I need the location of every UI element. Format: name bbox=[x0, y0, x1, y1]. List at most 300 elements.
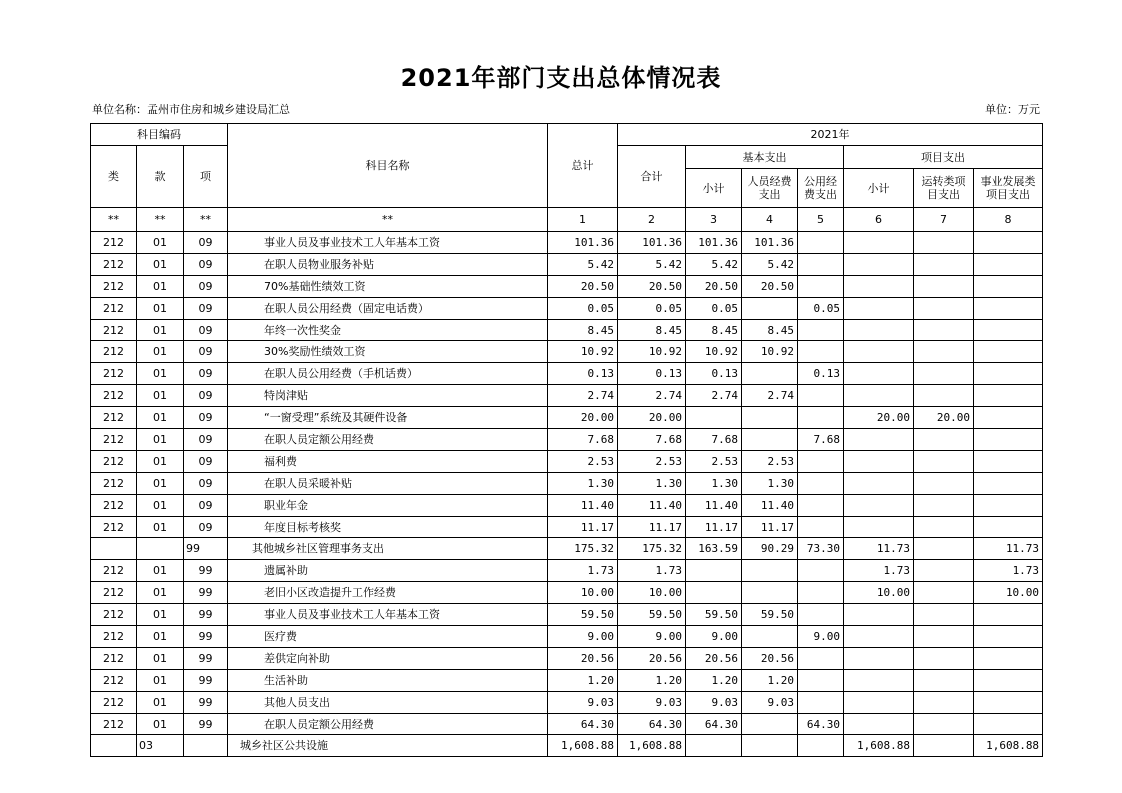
cell-amount bbox=[914, 429, 974, 451]
cell-amount bbox=[798, 450, 844, 472]
cell-lei: 212 bbox=[91, 385, 137, 407]
table-row bbox=[91, 407, 1043, 429]
cell-amount bbox=[742, 582, 798, 604]
cell-amount: 1.30 bbox=[742, 472, 798, 494]
cell-xiang: 99 bbox=[184, 604, 228, 626]
header-lei: 类 bbox=[91, 146, 137, 208]
index-cell: 6 bbox=[844, 208, 914, 232]
cell-subject-name: 70%基础性绩效工资 bbox=[228, 275, 548, 297]
cell-lei: 212 bbox=[91, 341, 137, 363]
cell-amount: 64.30 bbox=[798, 713, 844, 735]
cell-xiang: 09 bbox=[184, 407, 228, 429]
cell-amount bbox=[686, 735, 742, 757]
cell-amount bbox=[974, 713, 1043, 735]
cell-amount bbox=[914, 253, 974, 275]
table-row bbox=[91, 560, 1043, 582]
table-row bbox=[91, 472, 1043, 494]
cell-amount bbox=[914, 516, 974, 538]
cell-lei: 212 bbox=[91, 604, 137, 626]
cell-amount bbox=[974, 516, 1043, 538]
cell-amount: 1.73 bbox=[618, 560, 686, 582]
cell-amount: 10.92 bbox=[686, 341, 742, 363]
cell-amount bbox=[742, 363, 798, 385]
cell-amount: 9.00 bbox=[548, 626, 618, 648]
cell-amount: 9.03 bbox=[548, 691, 618, 713]
cell-kuan: 01 bbox=[137, 472, 184, 494]
cell-kuan: 01 bbox=[137, 647, 184, 669]
cell-xiang: 09 bbox=[184, 472, 228, 494]
cell-amount: 1.20 bbox=[548, 669, 618, 691]
cell-subject-name: 年度目标考核奖 bbox=[228, 516, 548, 538]
cell-xiang: 09 bbox=[184, 363, 228, 385]
cell-subject-name: 职业年金 bbox=[228, 494, 548, 516]
cell-amount: 1.73 bbox=[548, 560, 618, 582]
cell-amount: 1,608.88 bbox=[548, 735, 618, 757]
cell-xiang: 99 bbox=[184, 538, 228, 560]
cell-amount: 20.50 bbox=[618, 275, 686, 297]
cell-subject-name: 30%奖励性绩效工资 bbox=[228, 341, 548, 363]
cell-subject-name: “一窗受理”系统及其硬件设备 bbox=[228, 407, 548, 429]
cell-amount bbox=[914, 494, 974, 516]
cell-amount bbox=[914, 582, 974, 604]
cell-amount bbox=[844, 275, 914, 297]
cell-subject-name: 遗属补助 bbox=[228, 560, 548, 582]
index-cell: 8 bbox=[974, 208, 1043, 232]
cell-amount bbox=[974, 647, 1043, 669]
cell-amount bbox=[844, 604, 914, 626]
cell-amount bbox=[914, 319, 974, 341]
cell-amount bbox=[798, 385, 844, 407]
table-row bbox=[91, 450, 1043, 472]
cell-amount: 1.73 bbox=[974, 560, 1043, 582]
cell-amount: 10.00 bbox=[844, 582, 914, 604]
cell-amount bbox=[914, 604, 974, 626]
cell-kuan: 01 bbox=[137, 494, 184, 516]
cell-amount bbox=[844, 385, 914, 407]
cell-amount bbox=[798, 735, 844, 757]
cell-amount: 1.73 bbox=[844, 560, 914, 582]
cell-kuan: 01 bbox=[137, 363, 184, 385]
cell-amount: 2.53 bbox=[686, 450, 742, 472]
cell-amount: 8.45 bbox=[742, 319, 798, 341]
table-row bbox=[91, 669, 1043, 691]
cell-amount: 1.20 bbox=[618, 669, 686, 691]
cell-amount bbox=[914, 385, 974, 407]
cell-amount: 73.30 bbox=[798, 538, 844, 560]
cell-amount: 9.03 bbox=[618, 691, 686, 713]
table-row bbox=[91, 385, 1043, 407]
cell-amount bbox=[914, 341, 974, 363]
table-row bbox=[91, 735, 1043, 757]
cell-amount bbox=[798, 232, 844, 254]
cell-amount bbox=[974, 472, 1043, 494]
cell-amount: 59.50 bbox=[548, 604, 618, 626]
cell-amount: 64.30 bbox=[618, 713, 686, 735]
cell-amount: 0.05 bbox=[686, 297, 742, 319]
cell-amount bbox=[914, 669, 974, 691]
index-cell: ** bbox=[184, 208, 228, 232]
cell-subject-name: 差供定向补助 bbox=[228, 647, 548, 669]
cell-amount: 7.68 bbox=[798, 429, 844, 451]
cell-xiang: 99 bbox=[184, 582, 228, 604]
cell-xiang: 09 bbox=[184, 429, 228, 451]
table-row bbox=[91, 604, 1043, 626]
cell-amount: 0.13 bbox=[548, 363, 618, 385]
cell-xiang: 99 bbox=[184, 669, 228, 691]
cell-amount bbox=[974, 232, 1043, 254]
cell-xiang: 09 bbox=[184, 385, 228, 407]
cell-subject-name: 其他城乡社区管理事务支出 bbox=[228, 538, 548, 560]
cell-amount: 11.17 bbox=[618, 516, 686, 538]
cell-amount: 10.00 bbox=[618, 582, 686, 604]
cell-kuan: 01 bbox=[137, 626, 184, 648]
cell-amount: 7.68 bbox=[548, 429, 618, 451]
index-cell: 7 bbox=[914, 208, 974, 232]
index-cell: 5 bbox=[798, 208, 844, 232]
table-row bbox=[91, 691, 1043, 713]
table-row bbox=[91, 647, 1043, 669]
cell-subject-name: 在职人员物业服务补贴 bbox=[228, 253, 548, 275]
cell-xiang: 09 bbox=[184, 450, 228, 472]
cell-xiang: 99 bbox=[184, 647, 228, 669]
header-kuan: 款 bbox=[137, 146, 184, 208]
header-subject-name: 科目名称 bbox=[228, 124, 548, 208]
cell-amount bbox=[914, 538, 974, 560]
cell-amount bbox=[742, 560, 798, 582]
header-personnel: 人员经费支出 bbox=[742, 169, 798, 208]
index-row bbox=[91, 208, 1043, 232]
cell-amount bbox=[844, 494, 914, 516]
index-cell: 2 bbox=[618, 208, 686, 232]
cell-amount: 0.13 bbox=[686, 363, 742, 385]
page-title: 2021年部门支出总体情况表 bbox=[400, 64, 722, 92]
cell-lei: 212 bbox=[91, 713, 137, 735]
cell-lei: 212 bbox=[91, 319, 137, 341]
cell-amount bbox=[914, 626, 974, 648]
cell-amount bbox=[798, 275, 844, 297]
cell-subject-name: 城乡社区公共设施 bbox=[228, 735, 548, 757]
table-row bbox=[91, 582, 1043, 604]
cell-kuan: 01 bbox=[137, 691, 184, 713]
cell-amount: 8.45 bbox=[618, 319, 686, 341]
cell-amount: 11.73 bbox=[844, 538, 914, 560]
cell-amount bbox=[974, 450, 1043, 472]
header-project-subtotal: 小计 bbox=[844, 169, 914, 208]
cell-kuan: 01 bbox=[137, 713, 184, 735]
cell-amount bbox=[844, 319, 914, 341]
cell-amount: 10.00 bbox=[974, 582, 1043, 604]
cell-amount bbox=[914, 472, 974, 494]
table-row bbox=[91, 232, 1043, 254]
cell-amount: 11.17 bbox=[742, 516, 798, 538]
cell-lei bbox=[91, 735, 137, 757]
index-cell: 4 bbox=[742, 208, 798, 232]
cell-xiang: 09 bbox=[184, 319, 228, 341]
expenditure-table bbox=[90, 123, 1043, 757]
header-basic-subtotal: 小计 bbox=[686, 169, 742, 208]
table-row bbox=[91, 253, 1043, 275]
cell-amount bbox=[974, 253, 1043, 275]
cell-amount: 101.36 bbox=[742, 232, 798, 254]
cell-kuan: 01 bbox=[137, 253, 184, 275]
cell-amount: 163.59 bbox=[686, 538, 742, 560]
cell-kuan: 01 bbox=[137, 385, 184, 407]
cell-amount bbox=[914, 232, 974, 254]
header-subject-code: 科目编码 bbox=[91, 124, 228, 146]
cell-amount: 0.05 bbox=[548, 297, 618, 319]
cell-amount bbox=[844, 450, 914, 472]
cell-lei: 212 bbox=[91, 275, 137, 297]
cell-kuan: 01 bbox=[137, 407, 184, 429]
cell-xiang: 09 bbox=[184, 341, 228, 363]
cell-amount: 175.32 bbox=[618, 538, 686, 560]
table-row bbox=[91, 429, 1043, 451]
cell-kuan: 01 bbox=[137, 604, 184, 626]
cell-amount: 9.00 bbox=[618, 626, 686, 648]
cell-lei: 212 bbox=[91, 626, 137, 648]
cell-kuan: 01 bbox=[137, 560, 184, 582]
cell-amount: 9.03 bbox=[742, 691, 798, 713]
cell-subject-name: 在职人员定额公用经费 bbox=[228, 429, 548, 451]
cell-amount bbox=[844, 691, 914, 713]
cell-lei bbox=[91, 538, 137, 560]
cell-subject-name: 特岗津贴 bbox=[228, 385, 548, 407]
cell-subject-name: 事业人员及事业技术工人年基本工资 bbox=[228, 604, 548, 626]
cell-amount: 2.74 bbox=[618, 385, 686, 407]
cell-amount bbox=[798, 253, 844, 275]
table-row bbox=[91, 275, 1043, 297]
table-row bbox=[91, 713, 1043, 735]
cell-amount bbox=[742, 297, 798, 319]
cell-amount bbox=[844, 297, 914, 319]
cell-kuan bbox=[137, 538, 184, 560]
cell-subject-name: 生活补助 bbox=[228, 669, 548, 691]
cell-xiang: 09 bbox=[184, 275, 228, 297]
cell-amount bbox=[798, 407, 844, 429]
cell-amount bbox=[914, 560, 974, 582]
cell-amount bbox=[914, 450, 974, 472]
cell-amount: 0.05 bbox=[798, 297, 844, 319]
header-public: 公用经费支出 bbox=[798, 169, 844, 208]
cell-lei: 212 bbox=[91, 516, 137, 538]
cell-xiang bbox=[184, 735, 228, 757]
cell-amount bbox=[798, 516, 844, 538]
cell-amount bbox=[686, 407, 742, 429]
cell-amount: 20.56 bbox=[686, 647, 742, 669]
cell-subject-name: 在职人员公用经费（手机话费） bbox=[228, 363, 548, 385]
cell-amount: 9.00 bbox=[798, 626, 844, 648]
table-row bbox=[91, 363, 1043, 385]
cell-lei: 212 bbox=[91, 297, 137, 319]
cell-amount: 9.00 bbox=[686, 626, 742, 648]
cell-amount: 20.50 bbox=[742, 275, 798, 297]
cell-amount: 1.20 bbox=[742, 669, 798, 691]
header-total: 总计 bbox=[548, 124, 618, 208]
cell-amount: 90.29 bbox=[742, 538, 798, 560]
cell-amount: 1.30 bbox=[618, 472, 686, 494]
cell-subject-name: 事业人员及事业技术工人年基本工资 bbox=[228, 232, 548, 254]
cell-amount bbox=[974, 429, 1043, 451]
table-row bbox=[91, 341, 1043, 363]
cell-amount bbox=[742, 713, 798, 735]
cell-amount: 8.45 bbox=[548, 319, 618, 341]
header-transfer: 运转类项目支出 bbox=[914, 169, 974, 208]
cell-amount bbox=[686, 582, 742, 604]
cell-amount bbox=[914, 363, 974, 385]
cell-amount: 1.20 bbox=[686, 669, 742, 691]
cell-amount: 59.50 bbox=[618, 604, 686, 626]
cell-amount bbox=[844, 626, 914, 648]
cell-lei: 212 bbox=[91, 363, 137, 385]
cell-kuan: 01 bbox=[137, 232, 184, 254]
cell-subject-name: 年终一次性奖金 bbox=[228, 319, 548, 341]
cell-amount bbox=[914, 735, 974, 757]
cell-amount: 11.40 bbox=[618, 494, 686, 516]
cell-amount: 1,608.88 bbox=[618, 735, 686, 757]
cell-amount: 20.50 bbox=[686, 275, 742, 297]
cell-lei: 212 bbox=[91, 560, 137, 582]
cell-subject-name: 在职人员定额公用经费 bbox=[228, 713, 548, 735]
cell-amount: 59.50 bbox=[686, 604, 742, 626]
cell-amount bbox=[914, 691, 974, 713]
cell-amount bbox=[798, 691, 844, 713]
cell-amount bbox=[844, 647, 914, 669]
header-xiang: 项 bbox=[184, 146, 228, 208]
cell-kuan: 01 bbox=[137, 341, 184, 363]
cell-subject-name: 福利费 bbox=[228, 450, 548, 472]
cell-amount: 20.00 bbox=[548, 407, 618, 429]
table-row bbox=[91, 319, 1043, 341]
cell-amount: 1,608.88 bbox=[974, 735, 1043, 757]
cell-amount: 20.00 bbox=[844, 407, 914, 429]
cell-subject-name: 在职人员采暖补贴 bbox=[228, 472, 548, 494]
cell-xiang: 09 bbox=[184, 494, 228, 516]
cell-amount: 11.40 bbox=[686, 494, 742, 516]
cell-kuan: 01 bbox=[137, 582, 184, 604]
cell-amount: 5.42 bbox=[548, 253, 618, 275]
cell-kuan: 01 bbox=[137, 275, 184, 297]
cell-amount: 11.73 bbox=[974, 538, 1043, 560]
cell-amount bbox=[844, 341, 914, 363]
cell-amount bbox=[844, 253, 914, 275]
header-year: 2021年 bbox=[618, 124, 1043, 146]
cell-amount bbox=[914, 647, 974, 669]
cell-amount bbox=[974, 341, 1043, 363]
cell-amount: 2.74 bbox=[742, 385, 798, 407]
currency-unit-label: 单位：万元 bbox=[985, 103, 1040, 116]
cell-lei: 212 bbox=[91, 450, 137, 472]
cell-amount: 2.53 bbox=[618, 450, 686, 472]
cell-amount bbox=[974, 669, 1043, 691]
cell-amount bbox=[798, 341, 844, 363]
cell-amount: 5.42 bbox=[618, 253, 686, 275]
cell-amount: 10.00 bbox=[548, 582, 618, 604]
cell-amount: 0.05 bbox=[618, 297, 686, 319]
index-cell: 3 bbox=[686, 208, 742, 232]
cell-kuan: 01 bbox=[137, 429, 184, 451]
cell-xiang: 09 bbox=[184, 516, 228, 538]
cell-amount: 1.30 bbox=[548, 472, 618, 494]
cell-amount: 20.50 bbox=[548, 275, 618, 297]
cell-amount: 20.00 bbox=[914, 407, 974, 429]
cell-kuan: 01 bbox=[137, 319, 184, 341]
cell-amount bbox=[974, 385, 1043, 407]
index-cell: ** bbox=[228, 208, 548, 232]
cell-amount bbox=[974, 626, 1043, 648]
cell-amount: 2.74 bbox=[548, 385, 618, 407]
cell-amount: 2.53 bbox=[742, 450, 798, 472]
table-row bbox=[91, 626, 1043, 648]
cell-lei: 212 bbox=[91, 647, 137, 669]
cell-amount: 64.30 bbox=[686, 713, 742, 735]
cell-amount: 2.74 bbox=[686, 385, 742, 407]
cell-amount: 101.36 bbox=[618, 232, 686, 254]
cell-amount: 11.40 bbox=[742, 494, 798, 516]
cell-amount bbox=[844, 669, 914, 691]
header-basic: 基本支出 bbox=[686, 146, 844, 169]
cell-amount bbox=[974, 407, 1043, 429]
cell-subject-name: 老旧小区改造提升工作经费 bbox=[228, 582, 548, 604]
cell-lei: 212 bbox=[91, 253, 137, 275]
cell-amount: 59.50 bbox=[742, 604, 798, 626]
cell-subject-name: 其他人员支出 bbox=[228, 691, 548, 713]
cell-amount bbox=[742, 735, 798, 757]
cell-amount: 5.42 bbox=[742, 253, 798, 275]
cell-kuan: 01 bbox=[137, 669, 184, 691]
index-cell: 1 bbox=[548, 208, 618, 232]
cell-amount: 7.68 bbox=[618, 429, 686, 451]
cell-amount bbox=[686, 560, 742, 582]
cell-amount bbox=[914, 713, 974, 735]
cell-xiang: 09 bbox=[184, 253, 228, 275]
cell-xiang: 99 bbox=[184, 626, 228, 648]
cell-amount: 8.45 bbox=[686, 319, 742, 341]
cell-amount: 64.30 bbox=[548, 713, 618, 735]
cell-amount bbox=[798, 669, 844, 691]
cell-amount: 11.17 bbox=[686, 516, 742, 538]
cell-amount: 101.36 bbox=[548, 232, 618, 254]
header-project: 项目支出 bbox=[844, 146, 1043, 169]
cell-amount bbox=[974, 319, 1043, 341]
cell-xiang: 09 bbox=[184, 297, 228, 319]
cell-amount bbox=[974, 275, 1043, 297]
cell-amount bbox=[974, 297, 1043, 319]
cell-amount bbox=[798, 647, 844, 669]
cell-amount bbox=[798, 472, 844, 494]
cell-amount bbox=[742, 429, 798, 451]
header-sum: 合计 bbox=[618, 146, 686, 208]
cell-lei: 212 bbox=[91, 582, 137, 604]
cell-amount bbox=[914, 275, 974, 297]
cell-amount bbox=[844, 713, 914, 735]
cell-amount: 175.32 bbox=[548, 538, 618, 560]
cell-lei: 212 bbox=[91, 407, 137, 429]
cell-amount: 10.92 bbox=[742, 341, 798, 363]
cell-amount: 9.03 bbox=[686, 691, 742, 713]
cell-amount: 20.56 bbox=[548, 647, 618, 669]
cell-amount bbox=[844, 472, 914, 494]
cell-lei: 212 bbox=[91, 232, 137, 254]
cell-amount: 2.53 bbox=[548, 450, 618, 472]
cell-amount bbox=[974, 604, 1043, 626]
cell-amount bbox=[798, 582, 844, 604]
cell-amount bbox=[798, 604, 844, 626]
unit-name-label: 单位名称：孟州市住房和城乡建设局汇总 bbox=[92, 103, 290, 116]
cell-amount: 10.92 bbox=[548, 341, 618, 363]
cell-amount: 101.36 bbox=[686, 232, 742, 254]
cell-subject-name: 在职人员公用经费（固定电话费） bbox=[228, 297, 548, 319]
table-row bbox=[91, 297, 1043, 319]
